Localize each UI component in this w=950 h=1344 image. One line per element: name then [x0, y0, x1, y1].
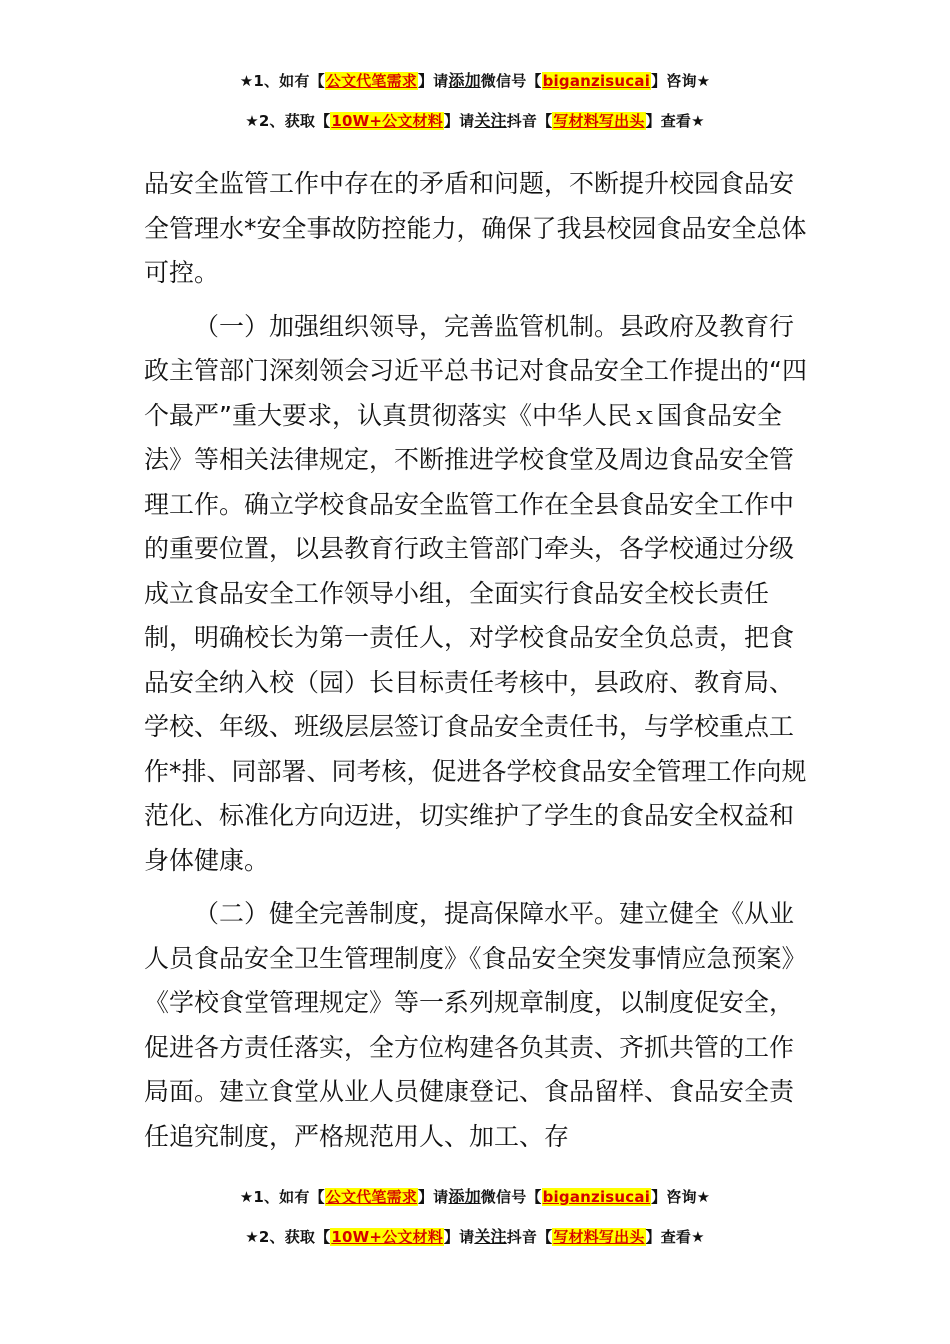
banner-text: ★1、如有【 — [239, 1188, 325, 1206]
banner-text: 】请 — [417, 72, 449, 90]
banner-text: 抖音【 — [506, 112, 553, 130]
banner-emphasis: 添加 — [448, 71, 481, 90]
banner-text: ★2、获取【 — [245, 1228, 331, 1246]
body-paragraph-section-2: （二）健全完善制度，提高保障水平。建立健全《从业人员食品安全卫生管理制度》《食品安全突发事情应急预案》《学校食堂管理规定》等一系列规章制度，以制度促安全，促进各方责任落实，全方位构建各负其责、齐抓共管的工作局面。建立食堂从业人员健康登记、食品留样、食品安全责任追究制度，严格规范用人、加工、存 — [144, 899, 807, 1151]
banner-text: 】查看★ — [645, 1228, 705, 1246]
banner-wechat-id: biganzisucai — [542, 72, 651, 90]
banner-text: 】请 — [443, 1228, 475, 1246]
banner-emphasis: 添加 — [448, 1187, 481, 1206]
footer-banner-line-2 — [0, 1226, 950, 1248]
banner-text: ★1、如有【 — [239, 72, 325, 90]
banner-emphasis: 关注 — [474, 111, 507, 130]
banner-douyin-id: 写材料写出头 — [553, 1228, 645, 1246]
banner-text: 】请 — [417, 1188, 449, 1206]
body-paragraph-continued: 品安全监管工作中存在的矛盾和问题，不断提升校园食品安全管理水*安全事故防控能力，确保了我县校园食品安全总体可控。 — [144, 169, 807, 287]
banner-highlight: 10W+公文材料 — [331, 1228, 443, 1246]
banner-highlight: 10W+公文材料 — [331, 112, 443, 130]
header-banner-line-1 — [0, 70, 950, 92]
banner-text: 】咨询★ — [651, 1188, 711, 1206]
banner-text: 微信号【 — [480, 1188, 542, 1206]
banner-text: 】请 — [443, 112, 475, 130]
body-paragraph-section-1: （一）加强组织领导，完善监管机制。县政府及教育行政主管部门深刻领会习近平总书记对食品安全工作提出的“四个最严”重大要求，认真贯彻落实《中华人民ｘ国食品安全法》等相关法律规定，不断推进学校食堂及周边食品安全管理工作。确立学校食品安全监管工作在全县食品安全工作中的重要位置，以县教育行政主管部门牵头，各学校通过分级成立食品安全工作领导小组，全面实行食品安全校长责任制，明确校长为第一责任人，对学校食品安全负总责，把食品安全纳入校（园）长目标责任考核中，县政府、教育局、学校、年级、班级层层签订食品安全责任书，与学校重点工作*排、同部署、同考核，促进各学校食品安全管理工作向规范化、标准化方向迈进，切实维护了学生的食品安全权益和身体健康。 — [144, 311, 807, 875]
banner-text: 】咨询★ — [651, 72, 711, 90]
footer-banner-line-1 — [0, 1186, 950, 1208]
banner-emphasis: 关注 — [474, 1227, 507, 1246]
banner-text: 微信号【 — [480, 72, 542, 90]
header-banner-line-2 — [0, 110, 950, 132]
banner-highlight: 公文代笔需求 — [325, 72, 417, 90]
banner-text: 抖音【 — [506, 1228, 553, 1246]
banner-text: 】查看★ — [645, 112, 705, 130]
document-body — [144, 162, 809, 1159]
banner-text: ★2、获取【 — [245, 112, 331, 130]
banner-wechat-id: biganzisucai — [542, 1188, 651, 1206]
banner-highlight: 公文代笔需求 — [325, 1188, 417, 1206]
banner-douyin-id: 写材料写出头 — [553, 112, 645, 130]
